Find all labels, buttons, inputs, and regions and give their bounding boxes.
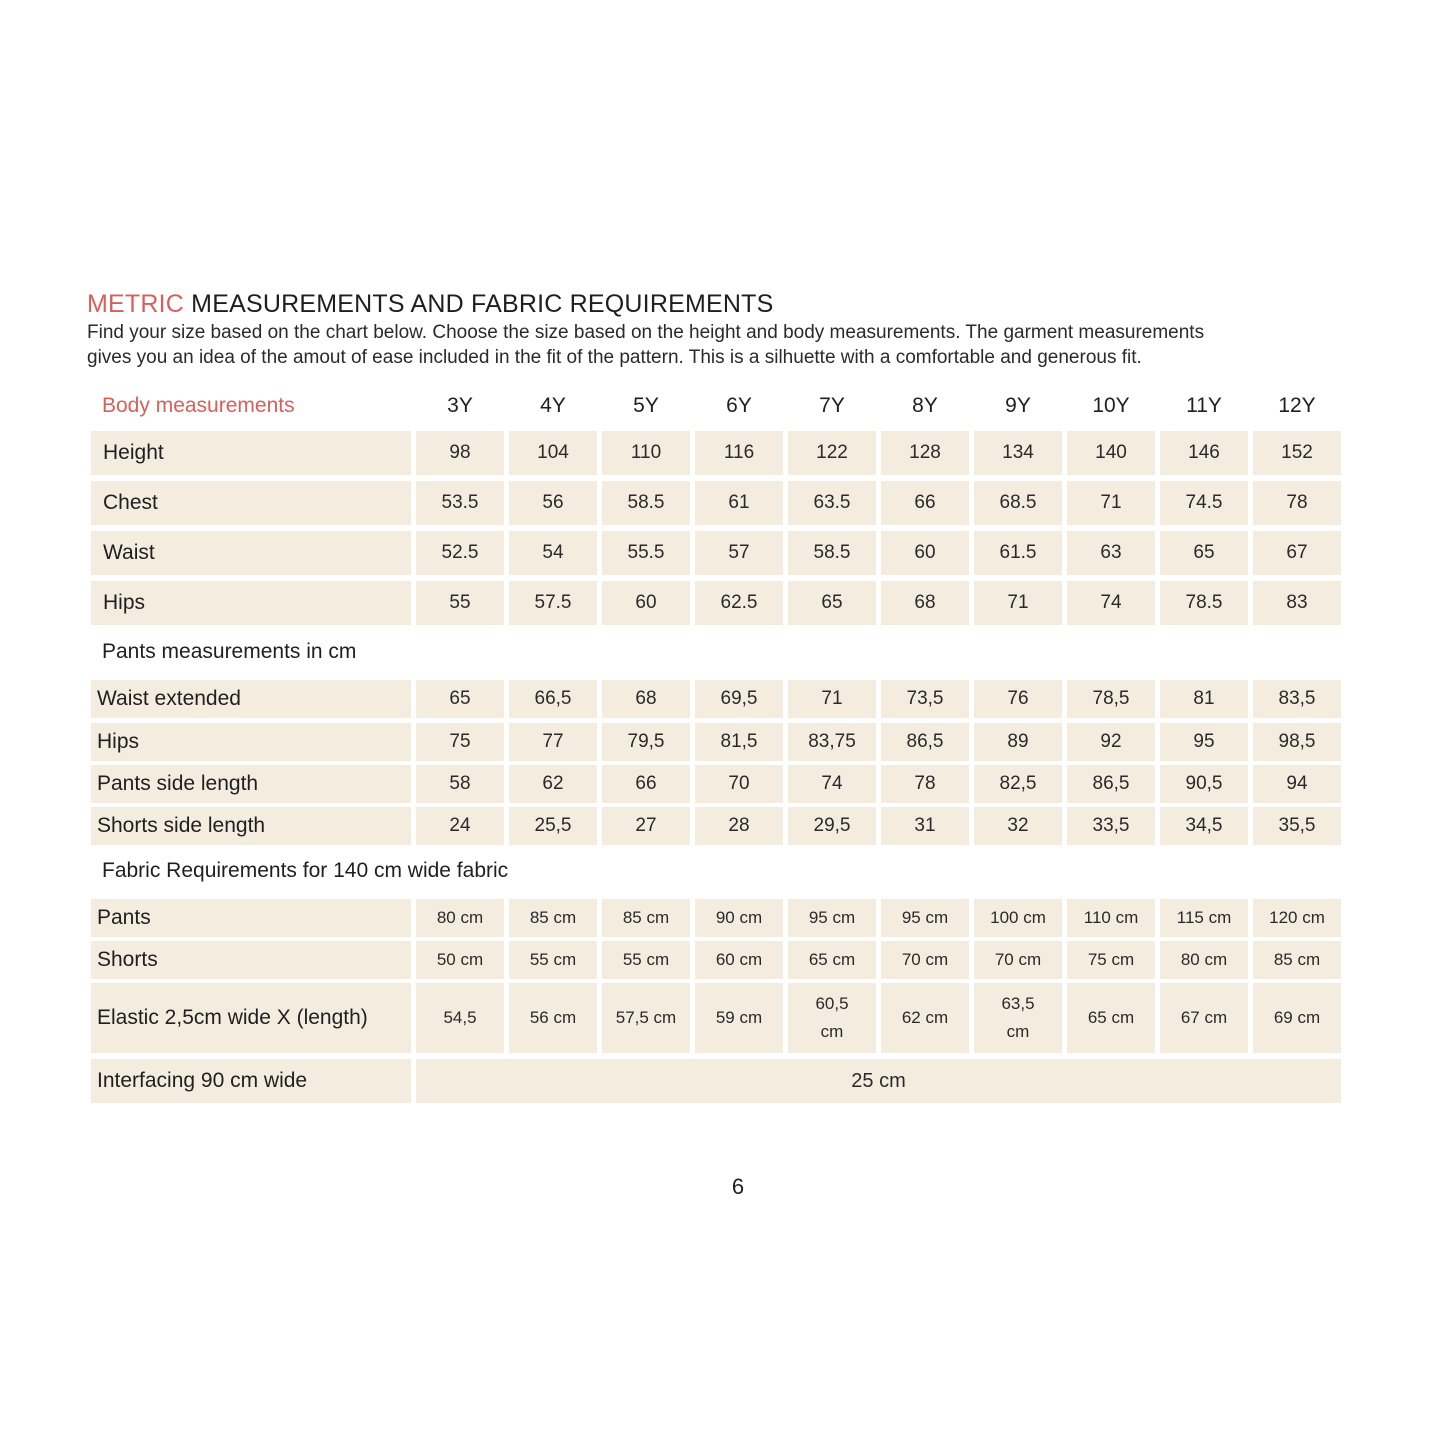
row-label: Interfacing 90 cm wide — [91, 1059, 411, 1103]
pants-section-title: Pants measurements in cm — [102, 640, 357, 663]
table-cell: 31 — [881, 807, 969, 845]
table-cell: 98 — [416, 431, 504, 475]
table-cell: 85 cm — [509, 899, 597, 937]
table-cell — [509, 983, 597, 1053]
table-cell — [788, 983, 876, 1053]
cell-line-1: 60,5 — [815, 994, 849, 1013]
table-cell: 63 — [1067, 531, 1155, 575]
table-cell: 58.5 — [788, 531, 876, 575]
table-cell: 25,5 — [509, 807, 597, 845]
table-cell: 56 — [509, 481, 597, 525]
table-cell: 55 cm — [602, 941, 690, 979]
table-cell: 128 — [881, 431, 969, 475]
table-cell: 81 — [1160, 680, 1248, 718]
fabric-section-title: Fabric Requirements for 140 cm wide fabric — [102, 859, 509, 882]
table-cell: 100 cm — [974, 899, 1062, 937]
table-cell: 120 cm — [1253, 899, 1341, 937]
row-label: Shorts — [91, 941, 411, 979]
table-cell: 86,5 — [1067, 765, 1155, 803]
size-header: 12Y — [1278, 394, 1316, 417]
table-cell: 90,5 — [1160, 765, 1248, 803]
table-cell: 98,5 — [1253, 723, 1341, 761]
cell-line-1: 67 cm — [1180, 1008, 1228, 1027]
table-cell: 92 — [1067, 723, 1155, 761]
intro-text — [87, 320, 1347, 370]
table-cell: 85 cm — [602, 899, 690, 937]
table-cell: 35,5 — [1253, 807, 1341, 845]
table-cell — [881, 983, 969, 1053]
table-cell: 76 — [974, 680, 1062, 718]
table-cell: 65 — [788, 581, 876, 625]
table-cell: 70 — [695, 765, 783, 803]
table-cell: 70 cm — [974, 941, 1062, 979]
title-accent: METRIC — [87, 290, 185, 318]
cell-text — [616, 1004, 676, 1032]
cell-line-1: 56 cm — [529, 1008, 577, 1027]
row-label: Hips — [91, 581, 411, 625]
page-number: 6 — [731, 1174, 745, 1199]
table-cell: 80 cm — [416, 899, 504, 937]
table-cell: 68 — [881, 581, 969, 625]
row-label: Waist extended — [91, 680, 411, 718]
table-cell: 33,5 — [1067, 807, 1155, 845]
table-cell: 81,5 — [695, 723, 783, 761]
table-cell: 70 cm — [881, 941, 969, 979]
table-cell: 146 — [1160, 431, 1248, 475]
table-cell: 71 — [1067, 481, 1155, 525]
table-cell: 122 — [788, 431, 876, 475]
table-cell: 104 — [509, 431, 597, 475]
table-cell: 95 cm — [788, 899, 876, 937]
table-cell: 116 — [695, 431, 783, 475]
table-cell: 75 cm — [1067, 941, 1155, 979]
cell-text — [815, 990, 848, 1046]
cell-line-2: cm — [1006, 1022, 1030, 1041]
row-label: Shorts side length — [91, 807, 411, 845]
table-cell: 115 cm — [1160, 899, 1248, 937]
table-cell: 57 — [695, 531, 783, 575]
size-header: 6Y — [726, 394, 752, 417]
table-cell: 78,5 — [1067, 680, 1155, 718]
table-cell: 61.5 — [974, 531, 1062, 575]
table-cell: 110 cm — [1067, 899, 1155, 937]
row-label: Elastic 2,5cm wide X (length) — [91, 983, 411, 1053]
cell-line-2: cm — [820, 1022, 844, 1041]
row-label: Pants — [91, 899, 411, 937]
table-cell: 28 — [695, 807, 783, 845]
table-cell: 69,5 — [695, 680, 783, 718]
table-cell: 60 — [602, 581, 690, 625]
table-cell: 65 — [416, 680, 504, 718]
table-cell: 85 cm — [1253, 941, 1341, 979]
cell-text — [1001, 990, 1034, 1046]
table-cell: 65 cm — [788, 941, 876, 979]
cell-line-1: 63,5 — [1001, 994, 1035, 1013]
cell-line-1: 65 cm — [1087, 1008, 1135, 1027]
table-cell: 60 — [881, 531, 969, 575]
row-label: Waist — [91, 531, 411, 575]
table-cell: 75 — [416, 723, 504, 761]
table-cell: 60 cm — [695, 941, 783, 979]
table-cell: 90 cm — [695, 899, 783, 937]
table-cell: 29,5 — [788, 807, 876, 845]
row-label: Height — [91, 431, 411, 475]
table-cell: 74.5 — [1160, 481, 1248, 525]
table-cell — [602, 983, 690, 1053]
table-cell: 55 — [416, 581, 504, 625]
cell-line-1: 54,5 — [443, 1008, 477, 1027]
table-cell: 65 — [1160, 531, 1248, 575]
table-cell — [695, 983, 783, 1053]
table-cell: 53.5 — [416, 481, 504, 525]
table-cell: 27 — [602, 807, 690, 845]
table-cell: 32 — [974, 807, 1062, 845]
size-header: 8Y — [912, 394, 938, 417]
size-header: 3Y — [447, 394, 473, 417]
cell-text — [1274, 1004, 1320, 1032]
table-cell: 55.5 — [602, 531, 690, 575]
table-cell: 66 — [602, 765, 690, 803]
table-cell: 77 — [509, 723, 597, 761]
interfacing-value: 25 cm — [416, 1059, 1341, 1103]
table-cell: 95 — [1160, 723, 1248, 761]
table-cell: 34,5 — [1160, 807, 1248, 845]
size-header: 10Y — [1092, 394, 1130, 417]
table-cell: 66,5 — [509, 680, 597, 718]
table-cell: 68.5 — [974, 481, 1062, 525]
table-cell: 74 — [788, 765, 876, 803]
table-cell: 94 — [1253, 765, 1341, 803]
row-label: Pants side length — [91, 765, 411, 803]
cell-text — [1181, 1004, 1227, 1032]
intro-line-2: gives you an idea of the amout of ease included in the fit of the pattern. This is a silhuette with a comfortable and generous fit. — [87, 347, 1142, 368]
table-cell: 134 — [974, 431, 1062, 475]
size-header: 4Y — [540, 394, 566, 417]
table-cell: 50 cm — [416, 941, 504, 979]
header-label: Body measurements — [102, 394, 295, 417]
table-cell: 83,5 — [1253, 680, 1341, 718]
table-cell: 57.5 — [509, 581, 597, 625]
table-cell: 78 — [1253, 481, 1341, 525]
table-cell: 62.5 — [695, 581, 783, 625]
table-cell: 110 — [602, 431, 690, 475]
table-cell: 80 cm — [1160, 941, 1248, 979]
cell-text — [443, 1004, 476, 1032]
table-cell: 66 — [881, 481, 969, 525]
table-cell: 79,5 — [602, 723, 690, 761]
table-cell: 71 — [788, 680, 876, 718]
table-cell: 52.5 — [416, 531, 504, 575]
intro-line-1: Find your size based on the chart below. Choose the size based on the height and body measurements. The garment measurements — [87, 322, 1205, 343]
table-cell: 58.5 — [602, 481, 690, 525]
table-cell: 74 — [1067, 581, 1155, 625]
table-cell: 67 — [1253, 531, 1341, 575]
table-cell: 152 — [1253, 431, 1341, 475]
table-cell: 78 — [881, 765, 969, 803]
table-cell: 68 — [602, 680, 690, 718]
size-header: 9Y — [1005, 394, 1031, 417]
size-header: 11Y — [1186, 394, 1222, 417]
table-cell — [416, 983, 504, 1053]
table-cell: 95 cm — [881, 899, 969, 937]
table-cell: 82,5 — [974, 765, 1062, 803]
table-cell: 24 — [416, 807, 504, 845]
table-cell: 73,5 — [881, 680, 969, 718]
table-cell: 86,5 — [881, 723, 969, 761]
row-label: Chest — [91, 481, 411, 525]
page-title — [87, 290, 773, 319]
table-cell: 78.5 — [1160, 581, 1248, 625]
table-cell: 62 — [509, 765, 597, 803]
cell-text — [1088, 1004, 1134, 1032]
cell-line-1: 62 cm — [901, 1008, 949, 1027]
cell-text — [902, 1004, 948, 1032]
title-rest: MEASUREMENTS AND FABRIC REQUIREMENTS — [184, 290, 774, 318]
cell-line-1: 59 cm — [715, 1008, 763, 1027]
cell-line-1: 57,5 cm — [615, 1008, 677, 1027]
table-cell: 63.5 — [788, 481, 876, 525]
table-cell: 71 — [974, 581, 1062, 625]
table-cell — [1067, 983, 1155, 1053]
row-label: Hips — [91, 723, 411, 761]
table-cell: 58 — [416, 765, 504, 803]
size-header: 5Y — [633, 394, 659, 417]
table-cell: 54 — [509, 531, 597, 575]
table-cell: 55 cm — [509, 941, 597, 979]
table-cell: 61 — [695, 481, 783, 525]
table-cell: 140 — [1067, 431, 1155, 475]
table-cell: 89 — [974, 723, 1062, 761]
size-header: 7Y — [819, 394, 845, 417]
cell-text — [716, 1004, 762, 1032]
table-cell: 83 — [1253, 581, 1341, 625]
table-cell — [1253, 983, 1341, 1053]
cell-line-1: 69 cm — [1273, 1008, 1321, 1027]
table-cell: 83,75 — [788, 723, 876, 761]
table-cell — [1160, 983, 1248, 1053]
cell-text — [530, 1004, 576, 1032]
table-cell — [974, 983, 1062, 1053]
